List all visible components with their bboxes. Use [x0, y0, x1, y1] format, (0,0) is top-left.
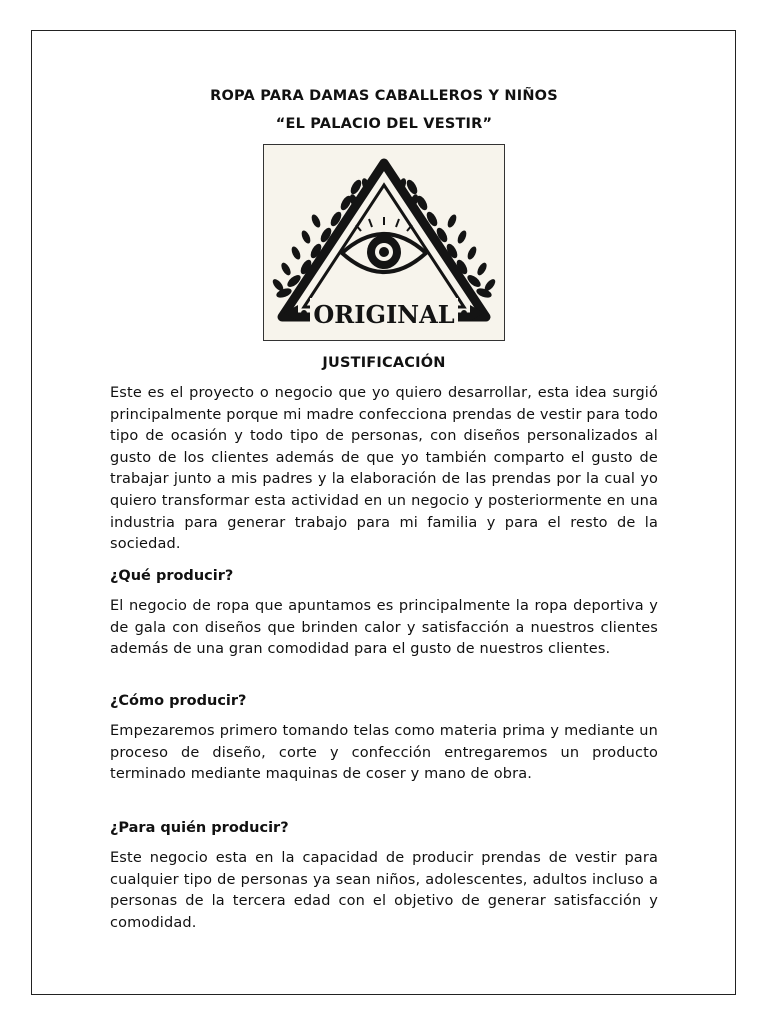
- section-body-que: El negocio de ropa que apuntamos es principalmente la ropa deportiva y de gala con diseños que brinden calor y satisfacción a nuestros clientes además de una gran comodidad para el gusto de nuestros clientes.: [110, 598, 658, 658]
- section-heading-para-quien: ¿Para quién producir?: [110, 820, 289, 836]
- rays-icon: [356, 217, 412, 231]
- document-title: ROPA PARA DAMAS CABALLEROS Y NIÑOS: [210, 88, 558, 104]
- original-logo: [263, 144, 505, 341]
- justification-body: Este es el proyecto o negocio que yo quiero desarrollar, esta idea surgió principalmente porque mi madre confecciona prendas de vestir para todo tipo de ocasión y todo tipo de personas, con diseños personalizados al gusto de los clientes además de que yo también comparto el gusto de trabajar junto a mis padres y la elaboración de las prendas por la cual yo quiero transformar esta actividad en un negocio y posteriormente en una industria para generar trabajo para mi familia y para el resto de la sociedad.: [110, 385, 658, 553]
- business-name: “EL PALACIO DEL VESTIR”: [275, 116, 493, 132]
- justification-heading: JUSTIFICACIÓN: [322, 355, 446, 371]
- section-body-para-quien: Este negocio esta en la capacidad de producir prendas de vestir para cualquier tipo de personas ya sean niños, adolescentes, adultos incluso a personas de la tercera edad con el objetivo de generar satisfacción y comodidad.: [110, 850, 658, 931]
- logo-text: ORIGINAL: [313, 300, 455, 329]
- section-body-como: Empezaremos primero tomando telas como materia prima y mediante un proceso de diseño, corte y confección entregaremos un producto terminado mediante maquinas de coser y mano de obra.: [110, 723, 658, 783]
- section-heading-como: ¿Cómo producir?: [110, 693, 247, 709]
- section-heading-que: ¿Qué producir?: [110, 568, 234, 584]
- eye-triangle-laurel-icon: [264, 145, 504, 340]
